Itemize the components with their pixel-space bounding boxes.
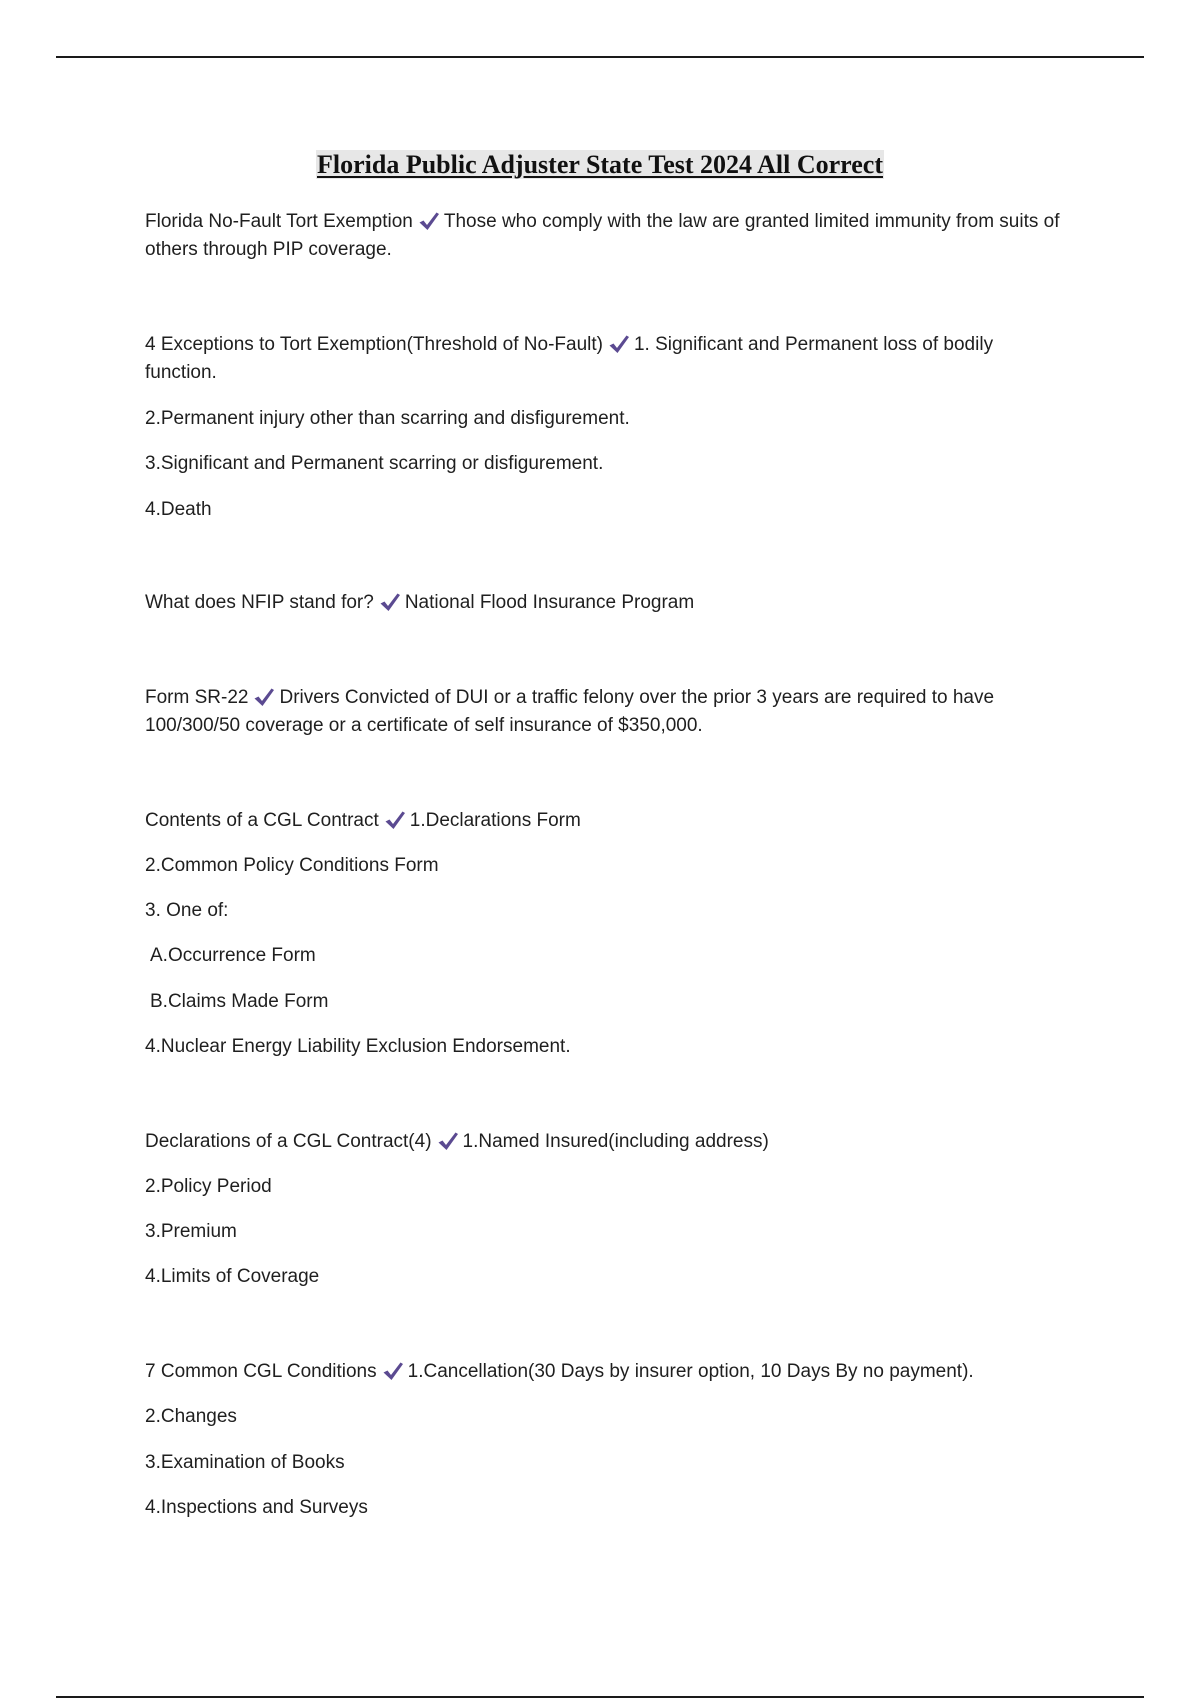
answer-text: 1.Declarations Form <box>409 810 581 831</box>
qa-entry <box>145 589 1065 617</box>
list-item: 4.Limits of Coverage <box>145 1266 320 1287</box>
list-item: 2.Permanent injury other than scarring and disfigurement. <box>145 408 630 429</box>
list-item: 2.Changes <box>145 1406 237 1427</box>
question-text: Contents of a CGL Contract <box>145 810 379 831</box>
checkmark-icon <box>418 211 440 231</box>
list-item: 4.Inspections and Surveys <box>145 1497 368 1518</box>
list-item: B.Claims Made Form <box>150 991 329 1012</box>
question-text: Form SR-22 <box>145 687 249 708</box>
qa-entry <box>145 331 1065 387</box>
answer-text: 1.Named Insured(including address) <box>462 1131 769 1152</box>
question-text: Declarations of a CGL Contract(4) <box>145 1131 432 1152</box>
qa-entry <box>145 1128 1065 1156</box>
list-item: A.Occurrence Form <box>150 945 316 966</box>
answer-text: Those who comply with the law are granted limited immunity from suits of others through PIP coverage. <box>145 211 1060 260</box>
document-title-text: Florida Public Adjuster State Test 2024 All Correct <box>317 150 883 179</box>
qa-entry <box>145 807 1065 835</box>
question-text: 7 Common CGL Conditions <box>145 1361 377 1382</box>
document-title <box>0 144 1200 181</box>
list-item: 3.Premium <box>145 1221 237 1242</box>
top-rule <box>56 56 1144 58</box>
qa-entry <box>145 1358 1065 1386</box>
checkmark-icon <box>253 687 275 707</box>
answer-text: 1. Significant and Permanent loss of bodily function. <box>145 334 994 383</box>
checkmark-icon <box>384 810 406 830</box>
checkmark-icon <box>437 1131 459 1151</box>
list-item: 3.Significant and Permanent scarring or disfigurement. <box>145 453 604 474</box>
question-text: 4 Exceptions to Tort Exemption(Threshold of No-Fault) <box>145 334 603 355</box>
question-text: Florida No-Fault Tort Exemption <box>145 211 413 232</box>
answer-text: National Flood Insurance Program <box>404 592 695 613</box>
answer-text: 1.Cancellation(30 Days by insurer option, 10 Days By no payment). <box>407 1361 974 1382</box>
list-item: 2.Common Policy Conditions Form <box>145 855 439 876</box>
list-item: 4.Death <box>145 499 212 520</box>
list-item: 2.Policy Period <box>145 1176 272 1197</box>
list-item: 3.Examination of Books <box>145 1452 345 1473</box>
checkmark-icon <box>379 592 401 612</box>
qa-entry <box>145 684 1065 740</box>
checkmark-icon <box>382 1361 404 1381</box>
question-text: What does NFIP stand for? <box>145 592 374 613</box>
list-item: 3. One of: <box>145 900 229 921</box>
answer-text: Drivers Convicted of DUI or a traffic felony over the prior 3 years are required to have 100/300/50 coverage or a certificate of self insurance of $350,000. <box>145 687 995 736</box>
list-item: 4.Nuclear Energy Liability Exclusion Endorsement. <box>145 1036 571 1057</box>
qa-entry <box>145 208 1065 264</box>
checkmark-icon <box>608 334 630 354</box>
bottom-rule <box>56 1696 1144 1698</box>
